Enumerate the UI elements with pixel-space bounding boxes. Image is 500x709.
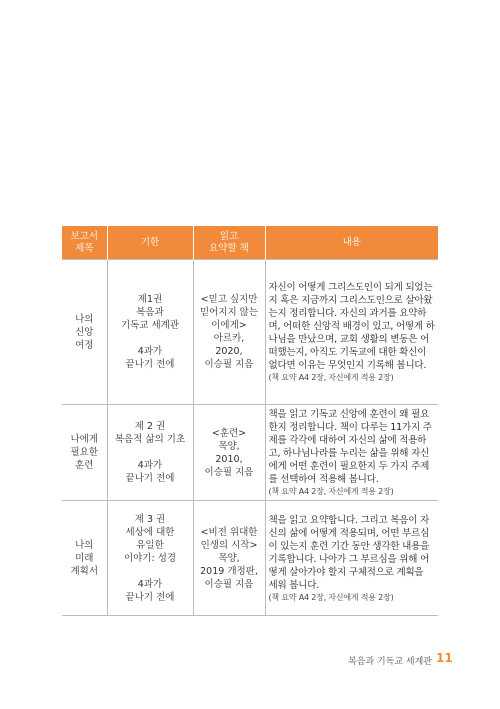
deadline-cell-line: 끝나기 전에 [125,473,175,484]
book-cell [193,260,265,405]
deadline-cell-line: 끝나기 전에 [125,591,175,603]
report-title-cell-line: 훈련 [75,460,94,471]
book-cell-line: <비전 위대한 [200,526,258,538]
report-title-cell-line: 나에게 [70,434,99,445]
deadline-cell-line: 복음적 삶의 기초 [114,434,186,445]
deadline-cell-line: 4과가 [137,460,163,471]
book-cell-line: 아르카, [213,333,245,344]
header-content-line: 내용 [342,236,361,248]
content-text: 책을 읽고 기독교 신앙에 훈련이 왜 필요한지 정리합니다. 책이 다루는 11가지 주제를 각각에 대하여 자신의 삶에 적용하고, 하나님나라를 누리는 삶을 위해 자신에게 어떤 훈련이 필요한지 두 가지 주제를 선택하여 적용해 봅니다. [268,409,432,485]
content-text: 책을 읽고 요약합니다. 그리고 복음이 자신의 삶에 어떻게 적용되며, 어떤 부르심이 있는지 훈련 기간 동안 생각한 내용을 기록합니다. 나아가 그 부르심을 위해 어떻게 살아가야 할지 구체적으로 계획을 세워 봅니다. [268,514,430,591]
deadline-cell-line: 이야기: 성경 [123,552,177,564]
content-note: (책 요약 A4 2장, 자신에게 적용 2장) [268,373,394,382]
table-row [62,405,438,501]
content-text: 자신이 어떻게 그리스도인이 되게 되었는지 혹은 지금까지 그리스도인으로 살아왔는지 정리합니다. 자신의 과거를 요약하며, 어떠한 신앙적 배경이 있고, 어떻게 하나님을 만났으며, 교회 생활의 변동은 어떠했는지, 아직도 기독교에 대한 확신이 없다면 이유는 무엇인지 기록해 봅니다. [268,282,435,371]
deadline-cell [107,405,193,501]
report-title-cell-line: 신앙 [75,326,94,338]
deadline-cell-line: 세상에 대한 [125,526,175,538]
page-number: 11 [436,651,453,665]
book-cell-line: 인생의 시작> [200,539,258,551]
deadline-cell-line: 제 2 권 [134,421,166,432]
book-cell-line: 이승필 지음 [204,578,254,590]
header-deadline-line: 기한 [140,236,160,248]
book-cell-line: <믿고 싶지만 [200,294,258,305]
table-header-row [62,226,438,260]
deadline-cell-line: 4과가 [137,578,163,590]
deadline-cell-line: 제1권 [137,294,163,305]
deadline-cell-line: 제 3 권 [134,513,166,525]
header-deadline [107,226,193,260]
report-title-cell-line: 나의 [75,539,94,551]
book-cell-line: 믿어지지 않는 [199,307,259,318]
report-title-cell [62,260,107,405]
book-cell [193,501,265,616]
deadline-cell [107,260,193,405]
book-cell-line: 목양, [218,440,240,452]
content-note: (책 요약 A4 2장, 자신에게 적용 2장) [268,487,394,496]
content-cell [265,405,438,501]
report-title-cell [62,501,107,616]
content-cell [265,501,438,616]
report-title-cell-line: 계획서 [70,565,99,577]
footer-book-title: 복음과 기독교 세계관 [348,657,432,667]
book-cell-line: 목양, [218,552,240,564]
book-cell-line: 2020, [215,346,243,357]
header-content [265,226,438,260]
book-cell-line: 이승필 지음 [204,466,254,478]
report-title-cell [62,405,107,501]
deadline-cell-line: 유일한 [136,539,164,551]
book-cell-line: 이에게> [211,320,247,331]
deadline-cell-line: 끝나기 전에 [125,359,175,370]
deadline-cell-line: 복음과 [136,307,164,318]
book-cell-line: 2010, [215,453,243,465]
header-report-title [62,226,107,260]
deadline-cell [107,501,193,616]
report-table [62,226,438,616]
report-title-cell-line: 나의 [75,313,94,325]
header-report-title-line: 제목 [75,242,94,254]
content-note: (책 요약 A4 2장, 자신에게 적용 2장) [268,592,394,602]
book-cell-line: 2019 개정판, [200,565,258,577]
book-cell [193,405,265,501]
table-row [62,260,438,405]
content-cell [265,260,438,405]
deadline-cell-line: 4과가 [137,346,163,357]
report-title-cell-line: 미래 [75,552,94,564]
table-row [62,501,438,616]
book-cell-line: <훈련> [211,427,247,439]
header-book-line: 읽고 [219,230,239,242]
header-book [193,226,265,260]
deadline-cell-line: 기독교 세계관 [120,320,180,331]
report-title-cell-line: 필요한 [70,447,99,458]
report-title-cell-line: 여정 [75,339,94,351]
header-book-line: 요약할 책 [209,242,249,254]
book-cell-line: 이승필 지음 [204,359,254,370]
header-report-title-line: 보고서 [70,230,99,242]
